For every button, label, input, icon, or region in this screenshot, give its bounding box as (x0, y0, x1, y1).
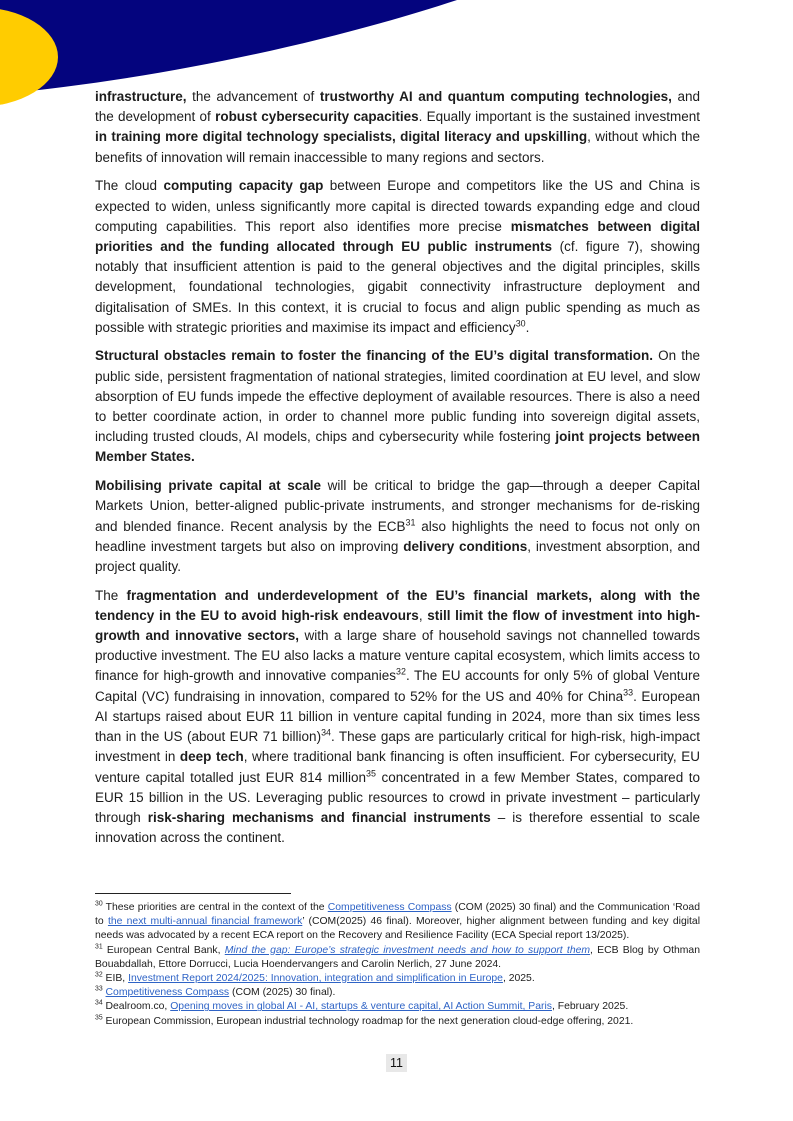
text-run: , ECB Blog by Othman Bouabdallah, Ettore Dorrucci, Lucia Hoendervangers and Carolin Nerlich, 27 June 2024. (95, 944, 700, 970)
text-run: the advancement of (186, 89, 320, 104)
footnote-ref: 33 (95, 985, 103, 993)
text-run: with a large share of household savings not channelled towards productive investment. The EU also lacks a mature venture capital ecosystem, which limits access to finance for high-growth and innovative companies (95, 628, 700, 684)
footnote-ref: 34 (95, 999, 103, 1007)
text-run: European Commission, European industrial technology roadmap for the next generation cloud-edge offering, 2021. (102, 1015, 634, 1027)
footnote-35 (95, 1015, 700, 1029)
footnote-ref: 32 (396, 666, 406, 677)
page-number: 11 (386, 1054, 407, 1072)
text-run: The cloud (95, 178, 164, 194)
blue-curve-shape (0, 0, 457, 94)
body-paragraph-1 (95, 87, 700, 168)
text-run: Mobilising private capital at scale (95, 478, 321, 494)
text-run: , investment absorption, and project quality. (95, 538, 700, 574)
text-run: (cf. figure 7), showing notably that insufficient attention is paid to the general objectives and the digital principles, skills development, foundational technologies, gigabit connectivity infrastructure deployment and digitalisation of SMEs. In this context, it is crucial to focus and align public spending as much as possible with strategic priorities and maximise its impact and efficiency (95, 238, 700, 335)
hyperlink[interactable]: Competitiveness Compass (105, 987, 230, 999)
text-run: , February 2025. (551, 1001, 629, 1013)
text-run: EIB, (102, 973, 129, 985)
text-run: . The EU accounts for only 5% of global Venture Capital (VC) fundraising in innovation, compared to 52% for the US and 40% for China (95, 668, 700, 704)
footnote-31 (95, 944, 700, 972)
footnote-ref: 35 (366, 768, 376, 778)
page-body (95, 87, 700, 857)
text-run: (COM (2025) 30 final). (229, 987, 336, 999)
text-run: robust cybersecurity capacities (215, 109, 419, 125)
text-run: still limit the flow of investment into high-growth and innovative sectors, (95, 607, 700, 644)
footnote-ref: 31 (95, 943, 103, 951)
footnote-ref: 35 (95, 1014, 103, 1022)
footnote-32 (95, 972, 700, 986)
page-footer (0, 1054, 793, 1072)
text-run: On the public side, persistent fragmentation of national strategies, limited coordination at EU level, and slow absorption of EU funds impede the effective deployment of available resources. There is also a need to better coordinate action, in order to channel more public funding into sovereign digital assets, including trusted clouds, AI models, chips and cybersecurity while fostering (95, 348, 700, 445)
footnote-separator (95, 893, 291, 894)
hyperlink[interactable]: Competitiveness Compass (327, 902, 452, 913)
body-paragraph-3 (95, 346, 700, 467)
footnote-ref: 30 (515, 318, 526, 329)
footnotes-section (95, 893, 700, 1029)
text-run: , where traditional bank financing is often insufficient. For cybersecurity, EU venture capital totalled just EUR 814 million (95, 749, 700, 785)
text-run: trustworthy AI and quantum computing technologies, (319, 89, 672, 104)
text-run: . European AI startups raised about EUR 11 billion in venture capital funding in 2024, more than six times less than in the US (about EUR 71 billion) (95, 688, 700, 745)
hyperlink[interactable]: Investment Report 2024/2025: Innovation, integration and simplification in Europe (128, 973, 503, 985)
text-run: , without which the benefits of innovation will remain inaccessible to many regions and sectors. (95, 129, 701, 165)
text-run: . These gaps are particularly critical for high-risk, high-impact investment in (95, 729, 700, 765)
text-run: computing capacity gap (163, 178, 324, 194)
text-run: . Equally important is the sustained investment (418, 109, 700, 125)
footnote-30 (95, 901, 700, 944)
text-run: also highlights the need to focus not only on headline investment targets but also on improving (95, 518, 700, 554)
text-run: Structural obstacles remain to foster the financing of the EU’s digital transformation. (95, 348, 654, 364)
text-run: (COM (2025) 30 final) and the Communication ‘Road to (95, 902, 700, 928)
text-run: , 2025. (502, 973, 535, 985)
footnote-ref: 31 (405, 517, 416, 528)
text-run: joint projects between Member States. (95, 429, 700, 465)
footnote-34 (95, 1000, 700, 1014)
text-run: will be critical to bridge the gap—through a deeper Capital Markets Union, better-aligned public-private instruments, and stronger mechanisms for de-risking and blended finance. Recent analysis by the ECB (95, 478, 701, 534)
body-paragraph-5 (95, 586, 700, 849)
text-run: in training more digital technology specialists, digital literacy and upskilling (95, 129, 588, 145)
text-run: deep tech (179, 749, 244, 765)
text-run: These priorities are central in the context of the (102, 902, 328, 913)
text-run: Dealroom.co, (102, 1001, 171, 1013)
footnote-ref: 30 (95, 900, 103, 908)
text-run: – is therefore essential to scale innovation across the continent. (95, 809, 700, 846)
hyperlink[interactable]: Mind the gap: Europe’s strategic investment needs and how to support them (224, 944, 591, 956)
hyperlink[interactable]: Opening moves in global AI - AI, startups & venture capital, AI Action Summit, Paris (170, 1001, 552, 1013)
text-run: ’ (COM(2025) 46 final). Moreover, higher alignment between funding and key digital needs was advocated by a recent ECA report on the Recovery and Resilience Facility (ECA Special report 13/2025). (95, 916, 701, 942)
body-paragraph-4 (95, 476, 700, 577)
footnote-ref: 34 (321, 727, 331, 738)
text-run: European Central Bank, (102, 944, 225, 956)
text-run: fragmentation and underdevelopment of the EU’s financial markets, along with the tendency in the EU to avoid high-risk endeavours (95, 587, 700, 623)
text-run: . (525, 319, 530, 335)
footnote-ref: 33 (623, 687, 634, 698)
text-run: concentrated in a few Member States, compared to EUR 15 billion in the US. Leveraging public resources to crowd in private investment – particularly through (95, 769, 700, 825)
text-run: risk-sharing mechanisms and financial instruments (147, 809, 491, 825)
footnote-33 (95, 986, 700, 1000)
text-run: between Europe and competitors like the US and China is expected to widen, unless significantly more capital is directed towards expanding edge and cloud computing capabilities. This report also identifies more precise (95, 178, 701, 234)
text-run: , (418, 607, 428, 623)
text-run: delivery conditions (403, 538, 528, 554)
hyperlink[interactable]: the next multi-annual financial framework (107, 916, 303, 928)
text-run: mismatches between digital priorities and the funding allocated through EU public instruments (95, 218, 700, 254)
body-paragraph-2 (95, 176, 700, 338)
text-run: The (95, 587, 127, 603)
text-run: and the development of (95, 89, 700, 125)
footnote-ref: 32 (95, 971, 103, 979)
text-run: infrastructure, (95, 89, 187, 104)
